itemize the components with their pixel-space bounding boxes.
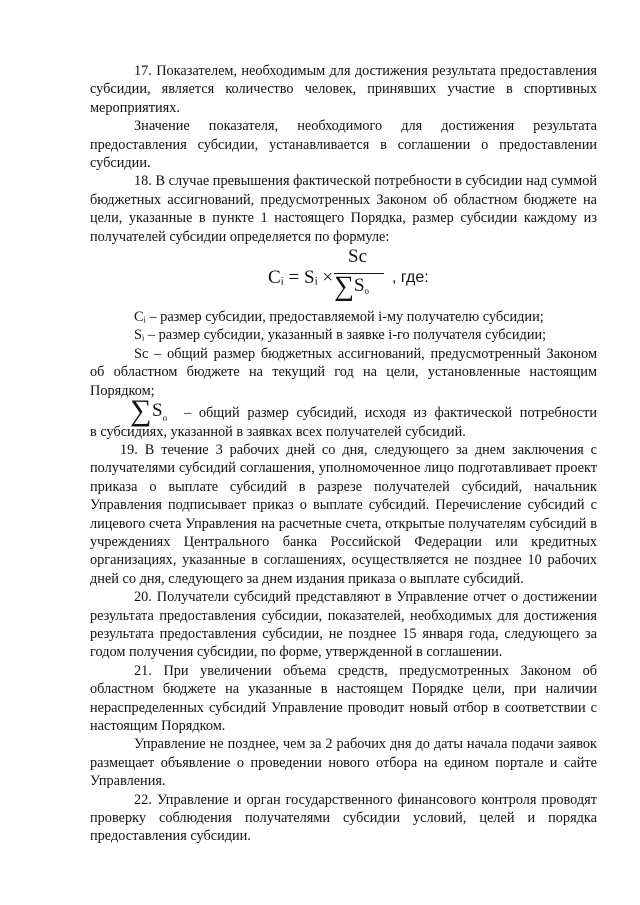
definition-so-text: – общий размер субсидий, исходя из фактической потребности bbox=[184, 405, 597, 422]
formula-tail: , где: bbox=[392, 269, 429, 287]
definition-sc: Sс – общий размер бюджетных ассигнований, предусмотренный Законом об областном бюджете на текущий год на цели, установленные настоящим Порядком; bbox=[90, 345, 597, 399]
definition-so-continued: в субсидиях, указанной в заявках всех получателей субсидий. bbox=[90, 423, 466, 440]
definition-so bbox=[90, 394, 597, 428]
definition-ci: Cᵢ – размер субсидии, предоставляемой i-му получателю субсидии; bbox=[134, 309, 544, 326]
document-page bbox=[90, 62, 597, 846]
paragraph-18: 18. В случае превышения фактической потребности в субсидии над суммой бюджетных ассигнований, предусмотренных Законом об областном бюджете на цели, указанные в пункте 1 настоящего Порядка, размер субсидии каждому из получателей субсидии определяется по формуле: bbox=[90, 173, 597, 245]
formula-denominator-var: S bbox=[353, 275, 365, 297]
formula-numerator: Sс bbox=[348, 246, 367, 268]
paragraph-17: 17. Показателем, необходимым для достижения результата предоставления субсидии, является количество человек, принявших участие в спортивных мероприятиях. bbox=[90, 63, 597, 116]
formula-denominator-sub: o bbox=[364, 286, 370, 297]
formula-denominator bbox=[334, 271, 370, 303]
subsidy-formula bbox=[90, 248, 597, 306]
paragraph-21: 21. При увеличении объема средств, предусмотренных Законом об областном бюджете на указанные в настоящем Порядке цели, при наличии нераспределенных субсидий Управление проводит новый отбор в соответствии с настоящим Порядком. bbox=[90, 662, 597, 734]
paragraph-17-value: Значение показателя, необходимого для достижения результата предоставления субсидии, устанавливается в соглашении о предоставлении субсидии. bbox=[90, 118, 597, 172]
paragraph-21-announcement: Управление не позднее, чем за 2 рабочих дня до даты начала подачи заявок размещает объявление о проведении нового отбора на едином портале и сайте Управления. bbox=[90, 736, 597, 790]
paragraph-20: 20. Получатели субсидий представляют в Управление отчет о достижении результата предоставления субсидии, показателей, необходимых для достижения результата предоставления субсидии, не позднее 15 января года, следующего за годом получения субсидии, по форме, утвержденной в соглашении. bbox=[90, 589, 597, 661]
formula-lhs: Cᵢ = Sᵢ × bbox=[268, 267, 334, 289]
sum-var: $S_o$ bbox=[152, 400, 168, 423]
formula-fraction bbox=[334, 248, 388, 304]
sigma-symbol-inline: ∑ bbox=[130, 394, 152, 428]
sigma-symbol: ∑ bbox=[334, 271, 354, 303]
definition-si: Sᵢ – размер субсидии, указанный в заявке i-го получателя субсидии; bbox=[134, 327, 547, 344]
paragraph-19: 19. В течение 3 рабочих дней со дня, следующего за днем заключения с получателями субсидий соглашения, уполномоченное лицо подготавливает проект приказа о выплате субсидий в разрезе получателей субсидий, начальник Управления подписывает приказ о выплате субсидий. Перечисление субсидий с лицевого счета Управления на расчетные счета, открытые получателям субсидий в учреждениях Центрального банка Российской Федерации или кредитных организациях, указанные в соглашениях, осуществляется не позднее 10 рабочих дней со дня, следующего за днем издания приказа о выплате субсидий. bbox=[90, 441, 597, 587]
paragraph-22: 22. Управление и орган государственного финансового контроля проводят проверку соблюдения получателями субсидии условий, целей и порядка предоставления субсидии. bbox=[90, 791, 597, 845]
